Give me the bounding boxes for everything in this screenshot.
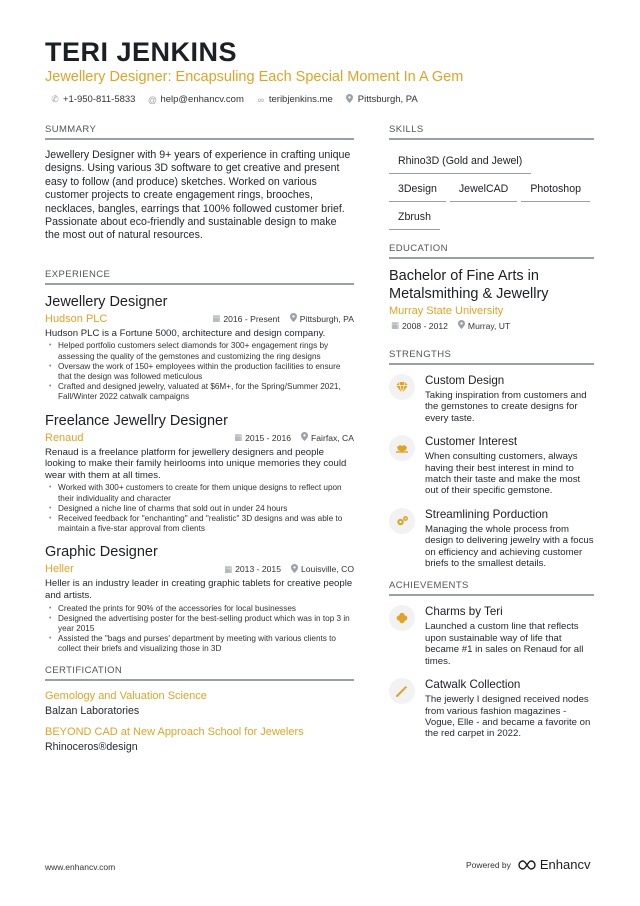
job-dates xyxy=(234,432,291,443)
skill-tag: Photoshop xyxy=(521,177,590,202)
job-dates xyxy=(212,313,279,324)
achievements-entry xyxy=(389,678,594,740)
candidate-name: TERI JENKINS xyxy=(45,37,238,67)
left-column xyxy=(45,124,354,762)
skills-heading: SKILLS xyxy=(389,124,594,140)
job-company: Heller xyxy=(45,563,74,576)
location-pin-icon xyxy=(458,320,465,331)
at-icon: @ xyxy=(147,94,158,105)
job-dates-text: 2016 - Present xyxy=(223,313,280,324)
job-location xyxy=(290,313,354,324)
job-description: Renaud is a freelance platform for jewellery designers and people looking to make their family heirlooms into unique memories they could wear with them at all times. xyxy=(45,446,347,481)
job-bullet: • Created the prints for 90% of the accessories for local businesses xyxy=(49,604,354,614)
achievements-description: Launched a custom line that reflects upon sustainable way of life that became #1 in sales on Renaud for all times. xyxy=(425,621,584,667)
handshake-icon xyxy=(389,435,415,461)
job-location-text: Fairfax, CA xyxy=(311,432,354,443)
achievements-heading: ACHIEVEMENTS xyxy=(389,580,594,596)
strengths-entry xyxy=(389,508,594,570)
magic-wand-icon xyxy=(389,678,415,704)
experience-list xyxy=(45,294,354,655)
phone-icon: ✆ xyxy=(51,94,59,104)
skill-tag: 3Design xyxy=(389,177,446,202)
education-dates-text: 2008 - 2012 xyxy=(402,320,448,331)
clover-icon xyxy=(389,605,415,631)
job-bullets xyxy=(45,604,354,655)
job-bullets xyxy=(45,341,354,402)
job-dates-text: 2013 - 2015 xyxy=(235,564,281,575)
achievements-title: Catwalk Collection xyxy=(425,678,521,692)
summary-heading: SUMMARY xyxy=(45,124,354,140)
education-dates xyxy=(391,320,448,331)
footer-branding[interactable] xyxy=(466,857,590,872)
calendar-icon: ▦ xyxy=(224,563,233,574)
achievements-body xyxy=(425,678,594,740)
certification-heading: CERTIFICATION xyxy=(45,665,354,681)
job-meta xyxy=(224,564,354,575)
strengths-title: Streamlining Porduction xyxy=(425,507,549,521)
strengths-list xyxy=(389,374,594,569)
achievements-list xyxy=(389,605,594,739)
certification-name: BEYOND CAD at New Approach School for Jewelers xyxy=(45,725,304,738)
achievements-title: Charms by Teri xyxy=(425,605,503,619)
job-meta xyxy=(234,432,354,443)
location-pin-icon xyxy=(290,313,297,324)
email-text: help@enhancv.com xyxy=(160,94,244,105)
job-dates-text: 2015 - 2016 xyxy=(245,432,292,443)
job-location xyxy=(301,432,354,443)
job-entry xyxy=(45,544,354,654)
job-row xyxy=(45,563,354,575)
certification-entry xyxy=(45,690,354,717)
strengths-entry xyxy=(389,374,594,424)
certification-issuer: Balzan Laboratories xyxy=(45,704,140,717)
job-bullet: • Worked with 300+ customers to create for them unique designs to reflect upon their individuality and character xyxy=(49,483,354,503)
calendar-icon: ▦ xyxy=(212,313,221,324)
job-bullet: • Received feedback for "enchanting" and "realistic" 3D designs and was able to maintain a five-star approval from clients xyxy=(49,514,354,534)
job-bullet: • Designed the advertising poster for the best-selling product which was in top 3 in year 2015 xyxy=(49,614,354,634)
job-row xyxy=(45,313,354,325)
contact-bar xyxy=(50,94,418,105)
strengths-body xyxy=(425,374,594,424)
experience-heading: EXPERIENCE xyxy=(45,269,354,285)
calendar-icon: ▦ xyxy=(234,432,243,443)
skill-tag: Rhino3D (Gold and Jewel) xyxy=(389,149,531,174)
powered-by-text: Powered by xyxy=(466,859,511,870)
job-bullet: • Assisted the "bags and purses' department by meeting with various clients to collect their briefs and visualizing those in 3D xyxy=(49,634,354,654)
link-icon: ∞ xyxy=(257,94,265,105)
education-heading: EDUCATION xyxy=(389,243,594,259)
job-title: Jewellery Designer xyxy=(45,293,168,310)
skills-list xyxy=(389,149,594,233)
achievements-description: The jewerly I designed received nodes from various fashion magazines - Vogue, Elle - and became a favorite on the red carpet in 2022. xyxy=(425,694,591,740)
job-description: Hudson PLC is a Fortune 5000, architecture and design company. xyxy=(45,327,326,339)
education-school: Murray State University xyxy=(389,305,504,317)
calendar-icon: ▦ xyxy=(391,320,400,330)
job-meta xyxy=(212,313,354,324)
strengths-description: When consulting customers, always having their best interest in mind to match their taste and make the most out of their specific gemstone. xyxy=(425,451,581,497)
job-bullet: • Oversaw the work of 150+ employees within the production facilities to ensure that the design was followed meticulous xyxy=(49,362,354,382)
enhancv-logo-icon xyxy=(517,859,537,871)
job-bullets xyxy=(45,483,354,534)
strengths-heading: STRENGTHS xyxy=(389,349,594,365)
phone-text: +1-950-811-5833 xyxy=(63,94,136,105)
summary-text: Jewellery Designer with 9+ years of experience in crafting unique designs. Using various 3D software to get creative and present easy to follow (and produce) sketches. Worked on various customer projects to create engagement rings, brooches, necklaces, bangles, earrings that 100% followed customer brief. Passionate about eco-friendly and sustainable design to make the most out of natural resources. xyxy=(45,149,351,242)
location-pin-icon xyxy=(345,94,355,105)
job-dates xyxy=(224,564,281,575)
strengths-body xyxy=(425,435,594,497)
education-degree: Bachelor of Fine Arts in Metalsmithing & Jewellry xyxy=(389,268,549,302)
contact-phone[interactable] xyxy=(50,94,135,105)
footer-website[interactable]: www.enhancv.com xyxy=(45,862,116,872)
job-entry xyxy=(45,413,354,535)
job-row xyxy=(45,432,354,444)
education-meta xyxy=(389,320,594,331)
strengths-title: Custom Design xyxy=(425,374,505,387)
certification-name: Gemology and Valuation Science xyxy=(45,689,207,702)
education-location xyxy=(458,320,510,331)
job-company: Hudson PLC xyxy=(45,312,108,325)
location-pin-icon xyxy=(291,564,298,575)
achievements-entry xyxy=(389,605,594,667)
location-pin-icon xyxy=(301,432,308,443)
enhancv-logo xyxy=(517,857,591,872)
contact-location xyxy=(345,94,418,105)
skill-tag: Zbrush xyxy=(389,205,440,230)
job-title: Graphic Designer xyxy=(45,544,158,561)
strengths-body xyxy=(425,508,594,570)
diamond-icon xyxy=(389,374,415,400)
job-title: Freelance Jewellry Designer xyxy=(45,412,228,429)
job-bullet: • Designed a niche line of charms that sold out in under 24 hours xyxy=(49,504,354,514)
website-text: teribjenkins.me xyxy=(268,94,333,105)
contact-email[interactable] xyxy=(147,94,243,105)
gears-icon xyxy=(389,508,415,534)
job-company: Renaud xyxy=(45,431,84,444)
location-text: Pittsburgh, PA xyxy=(357,94,418,105)
right-column xyxy=(389,124,594,751)
certification-entry xyxy=(45,726,354,753)
contact-website[interactable] xyxy=(256,94,333,105)
job-location-text: Louisville, CO xyxy=(300,564,354,575)
job-bullet: • Crafted and designed jewelry, valuated at $6M+, for the Spring/Summer 2021, Fall/Winter 2022 catwalk campaigns xyxy=(49,382,354,402)
job-location xyxy=(291,564,354,575)
strengths-description: Taking inspiration from customers and the gemstones to create designs for every taste. xyxy=(425,390,587,424)
strengths-title: Customer Interest xyxy=(425,435,518,449)
skill-tag: JewelCAD xyxy=(450,177,517,202)
certification-list xyxy=(45,690,354,753)
job-bullet: • Helped portfolio customers select diamonds for 300+ engagement rings by assessing the quality of the gemstones and customizing the ring designs xyxy=(49,341,354,361)
job-location-text: Pittsburgh, PA xyxy=(299,313,354,324)
certification-issuer: Rhinoceros®design xyxy=(45,740,138,753)
strengths-entry xyxy=(389,435,594,497)
job-description: Heller is an industry leader in creating graphic tablets for creative people and artists. xyxy=(45,578,353,602)
brand-text: Enhancv xyxy=(539,857,591,872)
strengths-description: Managing the whole process from design to delivering jewelry with a focus on efficiency and achieving customer briefs to the smallest details. xyxy=(425,523,594,570)
candidate-title: Jewellery Designer: Encapsuling Each Special Moment In A Gem xyxy=(45,69,464,85)
achievements-body xyxy=(425,605,594,667)
education-location-text: Murray, UT xyxy=(467,320,511,331)
job-entry xyxy=(45,294,354,403)
